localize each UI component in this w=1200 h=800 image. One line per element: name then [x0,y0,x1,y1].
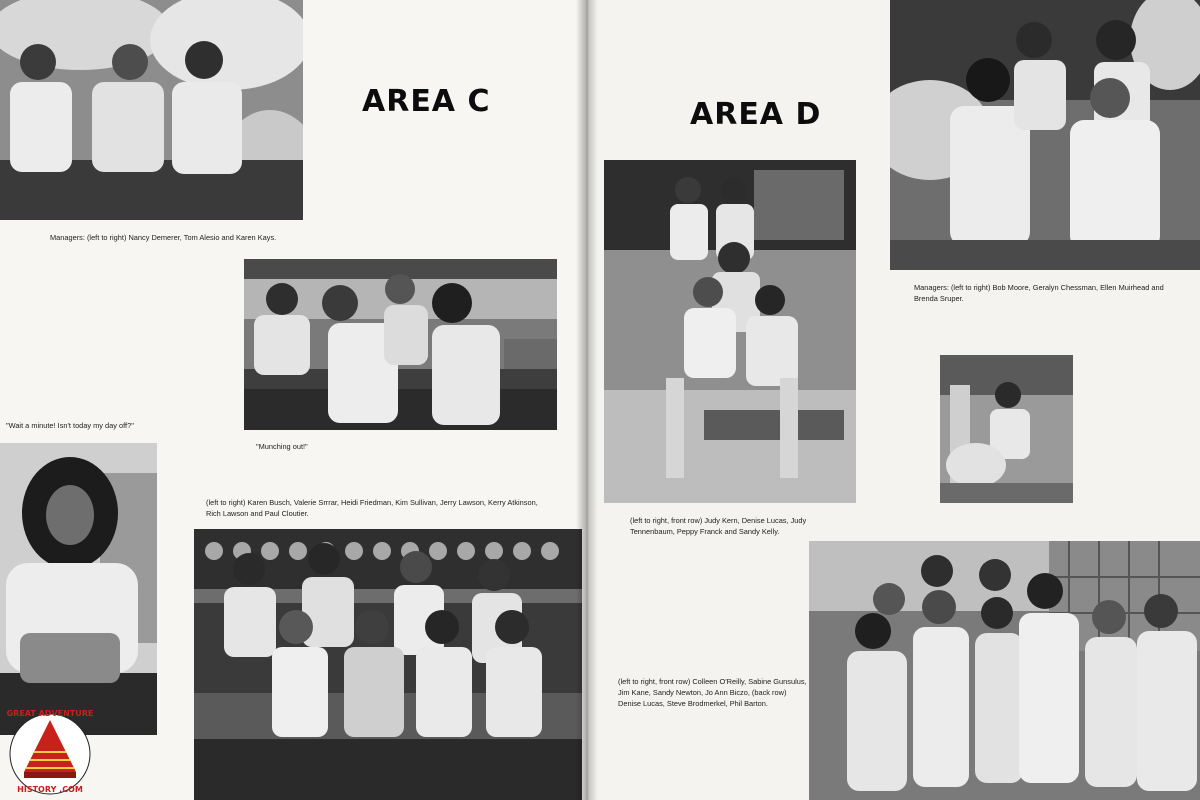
page-gutter [576,0,598,800]
bench-front-row-caption: (left to right, front row) Judy Kern, Denise Lucas, Judy Tennenbaum, Peppy Franck and Sandy Kelly. [630,516,807,536]
day-off-photo [0,443,157,735]
logo-text-bottom: HISTORY .COM [17,785,83,794]
area-d-managers-photo [890,0,1200,270]
day-off-quote-caption: "Wait a minute! Isn't today my day off?" [6,421,134,430]
great-adventure-history-logo [4,706,96,798]
munching-out-caption: "Munching out!" [256,442,308,451]
area-c-managers-caption: Managers: (left to right) Nancy Demerer, Tom Alesio and Karen Kays. [50,233,277,242]
area-d-managers-caption: Managers: (left to right) Bob Moore, Geralyn Chessman, Ellen Muirhead and Brenda Sruper. [914,283,1164,303]
area-c-heading: AREA C [362,84,491,119]
right-page [586,0,1200,800]
munching-out-photo [244,259,557,430]
area-d-heading: AREA D [690,97,822,132]
area-d-bench-photo [604,160,856,503]
area-c-group-photo [194,529,582,800]
area-d-ride-photo [940,355,1073,503]
left-page [0,0,586,800]
group-front-row-caption: (left to right, front row) Colleen O'Reilly, Sabine Gunsulus, Jim Kane, Sandy Newton, Jo Ann Biczo, (back row) Denise Lucas, Steve Brodmerkel, Phil Barton. [618,677,807,708]
area-c-managers-photo [0,0,303,220]
logo-text-top: GREAT ADVENTURE [6,709,94,718]
area-c-group-caption: (left to right) Karen Busch, Valerie Srrrar, Heidi Friedman, Kim Sullivan, Jerry Lawson, Kerry Atkinson, Rich Lawson and Paul Cloutier. [206,498,538,518]
area-d-group-photo [809,541,1200,800]
